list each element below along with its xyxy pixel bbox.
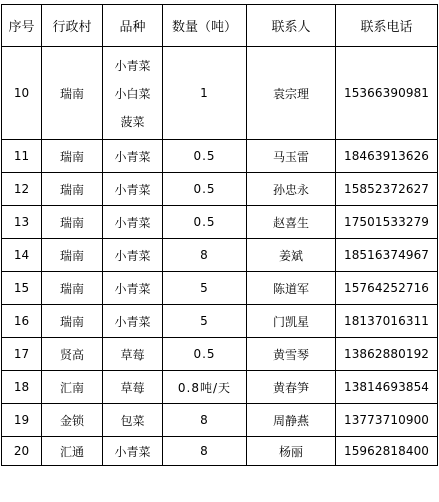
table-row bbox=[2, 305, 438, 338]
table-row bbox=[2, 338, 438, 371]
table-row bbox=[2, 239, 438, 272]
header-village: 行政村 bbox=[42, 5, 103, 47]
cell-quantity: 8 bbox=[163, 404, 247, 437]
table-row bbox=[2, 404, 438, 437]
table-row bbox=[2, 437, 438, 466]
cell-quantity: 8 bbox=[163, 437, 247, 466]
cell-village: 金锁 bbox=[42, 404, 103, 437]
cell-contact: 陈道军 bbox=[247, 272, 336, 305]
cell-serial: 13 bbox=[2, 206, 42, 239]
cell-quantity: 5 bbox=[163, 272, 247, 305]
cell-phone: 13814693854 bbox=[336, 371, 438, 404]
variety-list bbox=[103, 57, 162, 130]
cell-serial: 17 bbox=[2, 338, 42, 371]
cell-quantity: 1 bbox=[163, 47, 247, 140]
cell-variety: 小青菜 bbox=[103, 272, 163, 305]
cell-village: 贤高 bbox=[42, 338, 103, 371]
cell-phone: 13773710900 bbox=[336, 404, 438, 437]
cell-village: 瑞南 bbox=[42, 272, 103, 305]
cell-quantity: 0.5 bbox=[163, 173, 247, 206]
cell-quantity: 0.8吨/天 bbox=[163, 371, 247, 404]
cell-village: 瑞南 bbox=[42, 239, 103, 272]
cell-phone: 15366390981 bbox=[336, 47, 438, 140]
header-contact: 联系人 bbox=[247, 5, 336, 47]
header-serial: 序号 bbox=[2, 5, 42, 47]
cell-contact: 周静燕 bbox=[247, 404, 336, 437]
cell-variety: 草莓 bbox=[103, 371, 163, 404]
table-row bbox=[2, 140, 438, 173]
cell-contact: 姜斌 bbox=[247, 239, 336, 272]
cell-phone: 17501533279 bbox=[336, 206, 438, 239]
cell-phone: 18463913626 bbox=[336, 140, 438, 173]
cell-variety: 小青菜 bbox=[103, 173, 163, 206]
table-header bbox=[2, 5, 438, 47]
cell-quantity: 0.5 bbox=[163, 140, 247, 173]
cell-variety: 小青菜 bbox=[103, 305, 163, 338]
cell-serial: 12 bbox=[2, 173, 42, 206]
cell-variety: 小青菜 bbox=[103, 239, 163, 272]
cell-phone: 18137016311 bbox=[336, 305, 438, 338]
cell-contact: 马玉雷 bbox=[247, 140, 336, 173]
cell-village: 瑞南 bbox=[42, 173, 103, 206]
cell-village: 汇南 bbox=[42, 371, 103, 404]
cell-village: 瑞南 bbox=[42, 140, 103, 173]
header-phone: 联系电话 bbox=[336, 5, 438, 47]
cell-village: 瑞南 bbox=[42, 305, 103, 338]
cell-contact: 孙忠永 bbox=[247, 173, 336, 206]
cell-phone: 13862880192 bbox=[336, 338, 438, 371]
cell-contact: 黄春笋 bbox=[247, 371, 336, 404]
cell-serial: 20 bbox=[2, 437, 42, 466]
table-row bbox=[2, 206, 438, 239]
variety-item: 小白菜 bbox=[114, 86, 151, 101]
variety-item: 菠菜 bbox=[120, 114, 145, 129]
cell-variety: 草莓 bbox=[103, 338, 163, 371]
cell-serial: 19 bbox=[2, 404, 42, 437]
cell-serial: 11 bbox=[2, 140, 42, 173]
header-quantity: 数量（吨） bbox=[163, 5, 247, 47]
cell-contact: 黄雪琴 bbox=[247, 338, 336, 371]
cell-serial: 14 bbox=[2, 239, 42, 272]
cell-serial: 10 bbox=[2, 47, 42, 140]
cell-contact: 门凯星 bbox=[247, 305, 336, 338]
cell-phone: 18516374967 bbox=[336, 239, 438, 272]
cell-quantity: 0.5 bbox=[163, 338, 247, 371]
cell-village: 瑞南 bbox=[42, 206, 103, 239]
cell-phone: 15852372627 bbox=[336, 173, 438, 206]
cell-variety: 小青菜 bbox=[103, 140, 163, 173]
table-row bbox=[2, 272, 438, 305]
table-row bbox=[2, 371, 438, 404]
cell-serial: 16 bbox=[2, 305, 42, 338]
header-row bbox=[2, 5, 438, 47]
cell-quantity: 0.5 bbox=[163, 206, 247, 239]
cell-contact: 袁宗理 bbox=[247, 47, 336, 140]
cell-village: 汇通 bbox=[42, 437, 103, 466]
cell-variety: 小青菜 bbox=[103, 437, 163, 466]
cell-serial: 18 bbox=[2, 371, 42, 404]
cell-phone: 15962818400 bbox=[336, 437, 438, 466]
table-body bbox=[2, 47, 438, 466]
supply-table bbox=[1, 4, 438, 466]
cell-serial: 15 bbox=[2, 272, 42, 305]
header-variety: 品种 bbox=[103, 5, 163, 47]
cell-phone: 15764252716 bbox=[336, 272, 438, 305]
cell-variety bbox=[103, 47, 163, 140]
variety-item: 小青菜 bbox=[114, 58, 151, 73]
cell-quantity: 5 bbox=[163, 305, 247, 338]
cell-contact: 杨丽 bbox=[247, 437, 336, 466]
cell-quantity: 8 bbox=[163, 239, 247, 272]
table-row bbox=[2, 47, 438, 140]
table-row bbox=[2, 173, 438, 206]
cell-variety: 包菜 bbox=[103, 404, 163, 437]
cell-variety: 小青菜 bbox=[103, 206, 163, 239]
cell-village: 瑞南 bbox=[42, 47, 103, 140]
cell-contact: 赵喜生 bbox=[247, 206, 336, 239]
